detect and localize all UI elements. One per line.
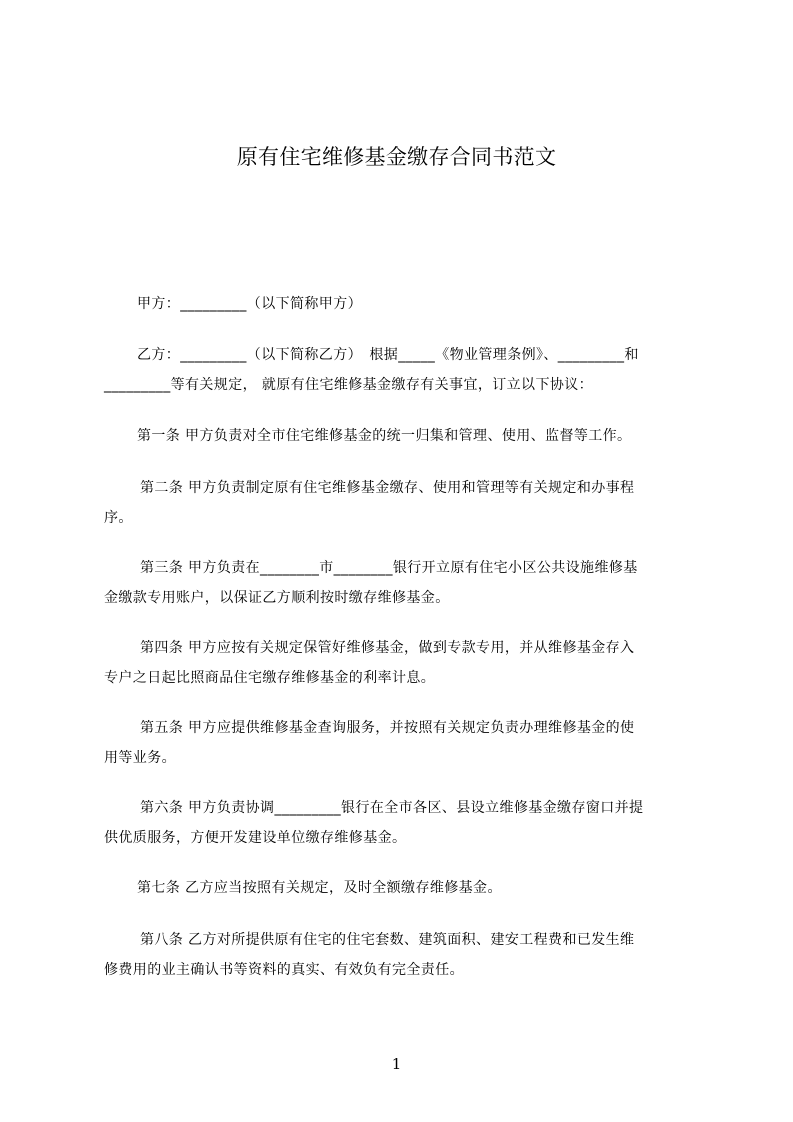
party-a-line	[104, 289, 702, 319]
text-line: 第一条 甲方负责对全市住宅维修基金的统一归集和管理、使用、监督等工作。	[137, 428, 632, 444]
party-b-paragraph	[104, 340, 702, 400]
text-line: 专户之日起比照商品住宅缴存维修基金的利率计息。	[104, 670, 436, 686]
text-line: 第八条 乙方对所提供原有住宅的住宅套数、建筑面积、建安工程费和已发生维	[140, 932, 635, 948]
text-line: 第五条 甲方应提供维修基金查询服务，并按照有关规定负责办理维修基金的使	[140, 720, 635, 736]
text-line: 用等业务。	[104, 750, 176, 766]
text-line: 第七条 乙方应当按照有关规定，及时全额缴存维修基金。	[137, 880, 502, 896]
text-line: _________等有关规定， 就原有住宅维修基金缴存有关事宜，订立以下协议：	[104, 377, 594, 393]
article-2	[104, 473, 702, 533]
article-8	[104, 925, 702, 985]
article-6	[104, 793, 702, 853]
text-line: 第三条 甲方负责在________市________银行开立原有住宅小区公共设施维修基	[140, 560, 638, 576]
text-line: 第二条 甲方负责制定原有住宅维修基金缴存、使用和管理等有关规定和办事程	[140, 480, 635, 496]
page-number: 1	[391, 1055, 402, 1073]
text-line: 甲方：_________（以下简称甲方）	[137, 296, 362, 312]
document-title: 原有住宅维修基金缴存合同书范文	[236, 145, 557, 169]
text-line: 第四条 甲方应按有关规定保管好维修基金，做到专款专用，并从维修基金存入	[140, 640, 635, 656]
article-7	[104, 873, 702, 903]
text-line: 修费用的业主确认书等资料的真实、有效负有完全责任。	[104, 962, 464, 978]
text-line: 序。	[104, 510, 133, 526]
text-line: 乙方：_________（以下简称乙方） 根据_____《物业管理条例》、_________和	[137, 347, 639, 363]
article-4	[104, 633, 702, 693]
article-5	[104, 713, 702, 773]
text-line: 第六条 甲方负责协调_________银行在全市各区、县设立维修基金缴存窗口并提	[140, 800, 644, 816]
text-line: 供优质服务，方便开发建设单位缴存维修基金。	[104, 830, 407, 846]
article-1	[104, 421, 702, 451]
text-line: 金缴款专用账户，以保证乙方顺利按时缴存维修基金。	[104, 590, 450, 606]
article-3	[104, 553, 702, 613]
